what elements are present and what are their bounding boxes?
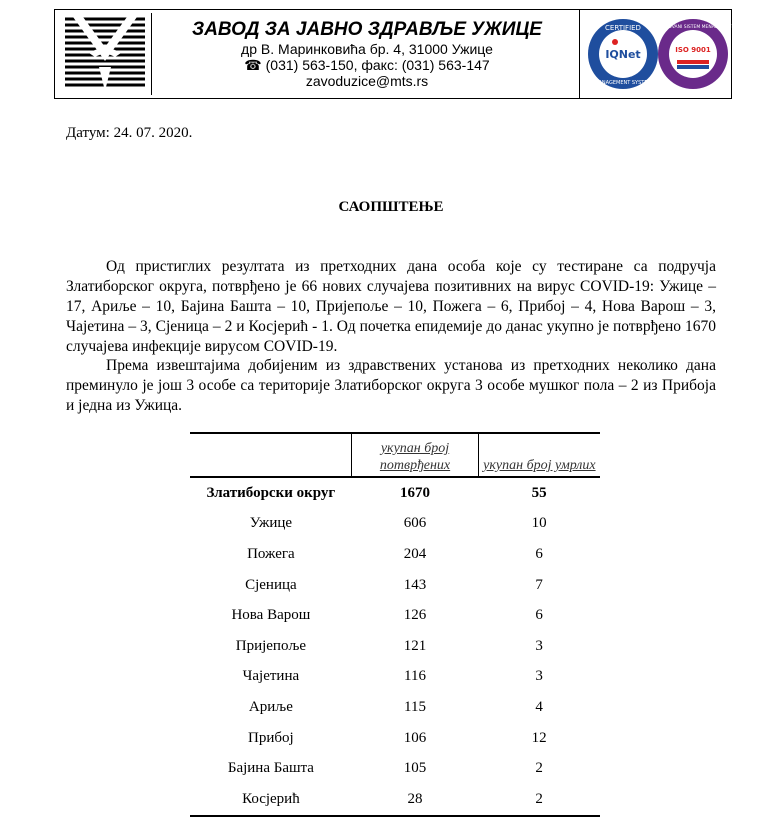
header-region [190, 433, 352, 477]
covid-stats-table [190, 432, 600, 817]
table-row [190, 753, 600, 784]
confirmed-count: 121 [403, 637, 427, 654]
region-name: Бајина Башта [227, 760, 314, 777]
deaths-count: 55 [531, 484, 547, 501]
institution-address: др В. Маринковића бр. 4, 31000 Ужице [241, 41, 493, 57]
table-row [190, 662, 600, 693]
letterhead [54, 9, 737, 99]
cert-1-brand: IQNet [605, 48, 641, 61]
confirmed-count: 105 [403, 760, 427, 777]
confirmed-count: 204 [403, 545, 427, 562]
deaths-count: 3 [535, 637, 543, 654]
table-row [190, 509, 600, 540]
deaths-count: 2 [535, 760, 543, 777]
document-date: Датум: 24. 07. 2020. [66, 125, 193, 141]
table-row [190, 539, 600, 570]
confirmed-count: 143 [403, 576, 427, 593]
institution-email: zavoduzice@mts.rs [305, 73, 429, 89]
cert-1-bottom-text: MANAGEMENT SYSTEM [594, 80, 652, 86]
paragraph-deaths: Према извештајима добијеним из здравствених установа из претходних неколико дана преминуло је још 3 особе са територије Златиборског округа 3 особе мушког пола – 2 из Прибоја и једна из Ужица. [66, 357, 716, 414]
table-row [190, 600, 600, 631]
paragraph-new-cases: Од пристиглих резултата из претходних дана особа које су тестиране са подручја Златиборског округа, потврђено је 66 нових случајева позитивних на вирус COVID-19: Ужице – 17, Ариље – 10, Бајина Башта – 10, Пријепоље – 10, Пожега – 6, Прибој – 4, Нова Варош – 3, Чајетина – 3, Сјеница – 2 и Косјерић - 1. Од почетка епидемије до данас укупно је потврђено 1670 случајева инфекције вирусом COVID-19. [66, 258, 716, 355]
region-name: Ариље [248, 698, 293, 715]
iso-9001-certified-badge-icon [649, 16, 737, 92]
institution-phone: ☎ (031) 563-150, факс: (031) 563-147 [244, 57, 490, 73]
table-row [190, 723, 600, 754]
confirmed-count: 115 [404, 698, 426, 715]
table-row [190, 631, 600, 662]
region-name: Пожега [247, 545, 295, 562]
confirmed-count: 1670 [400, 484, 431, 501]
deaths-count: 7 [535, 576, 543, 593]
region-name: Сјеница [245, 576, 297, 593]
table-row [190, 692, 600, 723]
confirmed-count: 116 [404, 668, 426, 685]
deaths-count: 3 [535, 668, 543, 685]
confirmed-count: 28 [407, 790, 423, 807]
confirmed-count: 106 [403, 729, 427, 746]
cert-2-ring-text: SERTIFIKOVANI SISTEM MENADZMENTA [649, 25, 737, 30]
deaths-count: 2 [535, 790, 543, 807]
region-name: Косјерић [242, 790, 300, 807]
table-header-row [190, 433, 600, 477]
region-name: Пријепоље [235, 637, 307, 654]
institution-info [155, 10, 580, 98]
cert-2-brand: ISO 9001 [675, 46, 711, 54]
table-row [190, 784, 600, 816]
region-name: Прибој [248, 729, 294, 746]
deaths-count: 6 [535, 607, 543, 624]
confirmed-count: 126 [403, 607, 427, 624]
deaths-count: 10 [531, 515, 547, 532]
region-name: Ужице [249, 515, 293, 532]
header-deaths: укупан број умрлих [478, 433, 600, 477]
region-name: Нова Варош [231, 607, 311, 624]
institution-name: ЗАВОД ЗА ЈАВНО ЗДРАВЉЕ УЖИЦЕ [192, 19, 542, 40]
deaths-count: 4 [535, 698, 543, 715]
region-name: Златиборски округ [206, 484, 336, 501]
header-confirmed: укупан број потврђених [352, 433, 478, 477]
institution-logo-icon [59, 13, 152, 95]
document-title: САОПШТЕЊЕ [338, 199, 444, 215]
confirmed-count: 606 [403, 515, 427, 532]
deaths-count: 12 [531, 729, 547, 746]
deaths-count: 6 [535, 545, 543, 562]
table-row [190, 570, 600, 601]
cert-1-top-text: CERTIFIED [605, 24, 641, 32]
table-row-total [190, 477, 600, 509]
region-name: Чајетина [242, 668, 300, 685]
